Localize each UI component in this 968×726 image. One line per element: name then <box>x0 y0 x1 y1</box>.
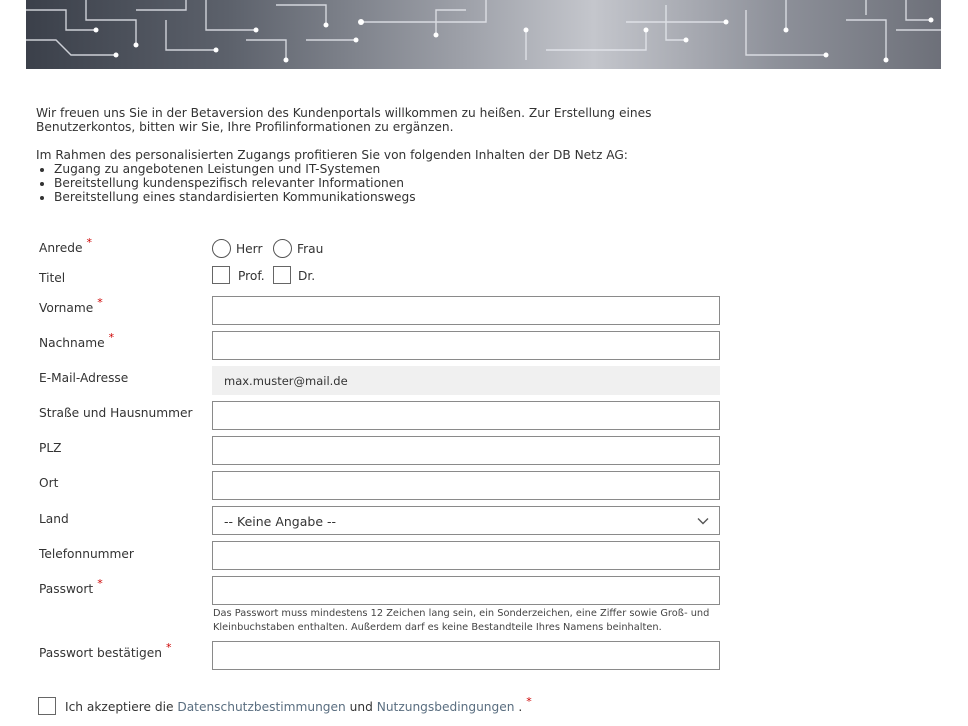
land-selected-value: -- Keine Angabe -- <box>224 514 337 529</box>
chevron-down-icon <box>697 515 709 527</box>
vorname-input[interactable] <box>212 296 720 325</box>
land-select[interactable] <box>212 506 720 535</box>
consent-prefix: Ich akzeptiere die <box>65 700 174 714</box>
nutzungsbedingungen-link[interactable]: Nutzungsbedingungen <box>376 700 515 714</box>
required-marker: * <box>97 296 103 309</box>
password-confirm-input[interactable] <box>212 641 720 670</box>
titel-option-prof-label: Prof. <box>238 269 265 283</box>
intro-benefits-text: Im Rahmen des personalisierten Zugangs profitieren Sie von folgenden Inhalten der DB Netz AG: <box>36 148 628 162</box>
ort-input[interactable] <box>212 471 720 500</box>
nachname-label: Nachname * <box>39 331 115 350</box>
vorname-label: Vorname * <box>39 296 103 315</box>
password-input[interactable] <box>212 576 720 605</box>
anrede-radio-herr[interactable] <box>212 239 231 258</box>
strasse-label: Straße und Hausnummer <box>39 406 193 420</box>
required-marker: * <box>526 695 532 708</box>
ort-label: Ort <box>39 476 59 490</box>
titel-option-dr-label: Dr. <box>298 269 316 283</box>
intro-welcome-text: Wir freuen uns Sie in der Betaversion des Kundenportals willkommen zu heißen. Zur Erstellung eines Benutzerkontos, bitten wir Sie, Ihre Profilinformationen zu ergänzen. <box>36 106 652 134</box>
telefon-input[interactable] <box>212 541 720 570</box>
anrede-option-herr-label: Herr <box>236 242 263 256</box>
titel-label: Titel <box>39 271 66 285</box>
required-marker: * <box>97 577 103 590</box>
password-hint: Das Passwort muss mindestens 12 Zeichen lang sein, ein Sonderzeichen, eine Ziffer sowie Groß- und Kleinbuchstaben enthalten. Außerdem darf es keine Bestandteile Ihres Namens beinhalten. <box>213 608 710 633</box>
anrede-label: Anrede * <box>39 236 93 255</box>
nachname-input[interactable] <box>212 331 720 360</box>
email-field <box>212 366 720 395</box>
consent-text <box>65 695 532 714</box>
passwort-label: Passwort * <box>39 577 103 596</box>
benefit-item: • Zugang zu angebotenen Leistungen und IT-Systemen <box>54 162 736 176</box>
plz-label: PLZ <box>39 441 62 455</box>
benefits-list <box>54 162 736 204</box>
required-marker: * <box>166 641 172 654</box>
land-label: Land <box>39 512 69 526</box>
anrede-radio-frau[interactable] <box>273 239 292 258</box>
email-label: E-Mail-Adresse <box>39 371 129 385</box>
required-marker: * <box>108 331 115 344</box>
titel-checkbox-prof[interactable] <box>212 266 230 284</box>
required-marker: * <box>86 236 93 249</box>
plz-input[interactable] <box>212 436 720 465</box>
benefit-item: • Bereitstellung kundenspezifisch relevanter Informationen <box>54 176 736 190</box>
telefon-label: Telefonnummer <box>39 547 134 561</box>
datenschutz-link[interactable]: Datenschutzbestimmungen <box>177 700 346 714</box>
strasse-input[interactable] <box>212 401 720 430</box>
passwort-bestaetigen-label: Passwort bestätigen * <box>39 641 172 660</box>
email-value: max.muster@mail.de <box>224 374 348 388</box>
consent-checkbox[interactable] <box>38 697 56 715</box>
benefit-item: • Bereitstellung eines standardisierten Kommunikationswegs <box>54 190 736 204</box>
header-banner <box>26 0 941 69</box>
consent-suffix: . <box>514 700 523 714</box>
titel-checkbox-dr[interactable] <box>273 266 291 284</box>
intro-section <box>36 106 736 204</box>
anrede-option-frau-label: Frau <box>297 242 324 256</box>
circuit-pattern-graphic <box>26 0 941 69</box>
consent-middle: und <box>345 700 377 714</box>
